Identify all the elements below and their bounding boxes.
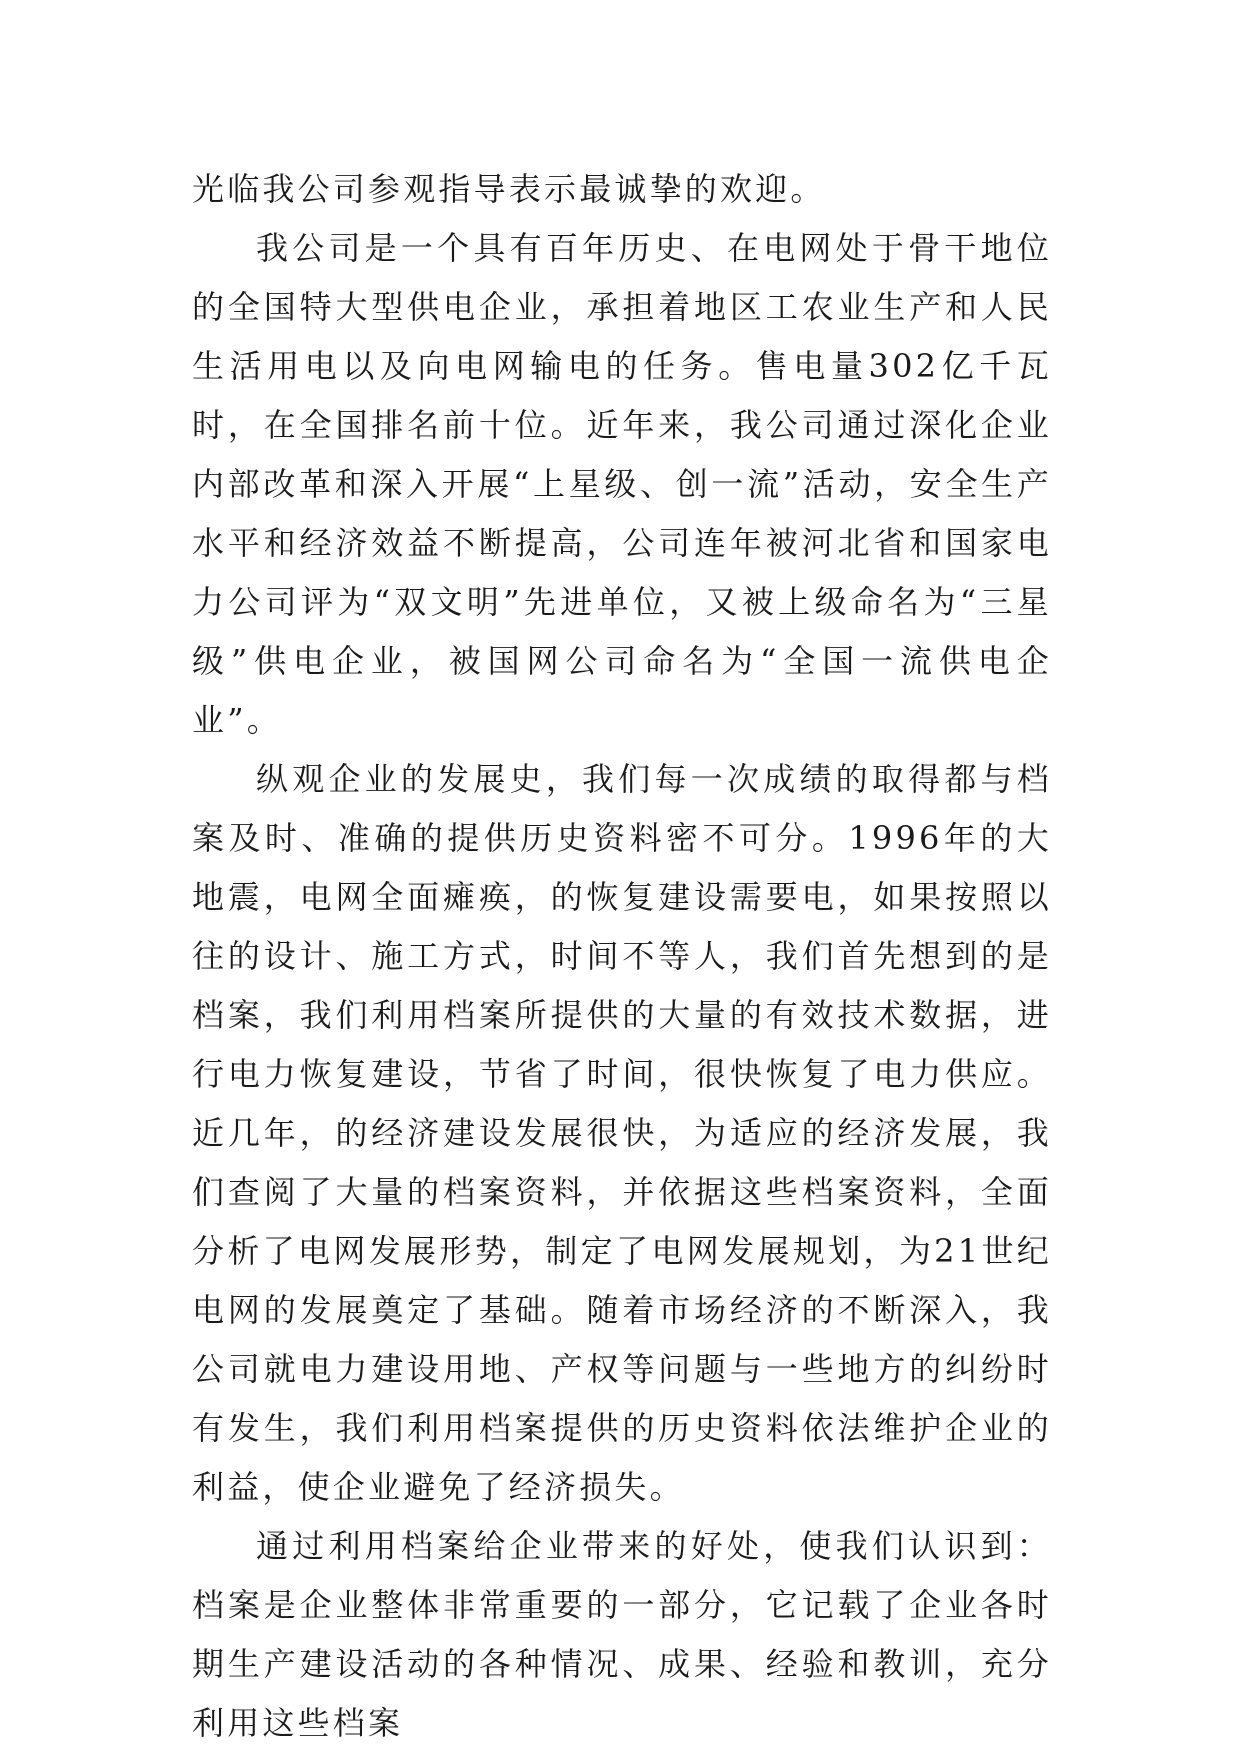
paragraph-1: 光临我公司参观指导表示最诚挚的欢迎。 <box>192 170 826 208</box>
paragraph-4: 通过利用档案给企业带来的好处，使我们认识到：档案是企业整体非常重要的一部分，它记载了企业各时期生产建设活动的各种情况、成果、经验和教训，充分利用这些档案 <box>192 1527 1052 1742</box>
paragraph-3: 纵观企业的发展史，我们每一次成绩的取得都与档案及时、准确的提供历史资料密不可分。1996年的大地震，电网全面瘫痪，的恢复建设需要电，如果按照以往的设计、施工方式，时间不等人，我们首先想到的是档案，我们利用档案所提供的大量的有效技术数据，进行电力恢复建设，节省了时间，很快恢复了电力供应。近几年，的经济建设发展很快，为适应的经济发展，我们查阅了大量的档案资料，并依据这些档案资料，全面分析了电网发展形势，制定了电网发展规划，为21世纪电网的发展奠定了基础。随着市场经济的不断深入，我公司就电力建设用地、产权等问题与一些地方的纠纷时有发生，我们利用档案提供的历史资料依法维护企业的利益，使企业避免了经济损失。 <box>192 760 1052 1506</box>
paragraph-2: 我公司是一个具有百年历史、在电网处于骨干地位的全国特大型供电企业，承担着地区工农业生产和人民生活用电以及向电网输电的任务。售电量302亿千瓦时，在全国排名前十位。近年来，我公司通过深化企业内部改革和深入开展“上星级、创一流”活动，安全生产水平和经济效益不断提高，公司连年被河北省和国家电力公司评为“双文明”先进单位，又被上级命名为“三星级”供电企业，被国网公司命名为“全国一流供电企业”。 <box>192 229 1052 739</box>
document-body <box>192 160 1052 1753</box>
